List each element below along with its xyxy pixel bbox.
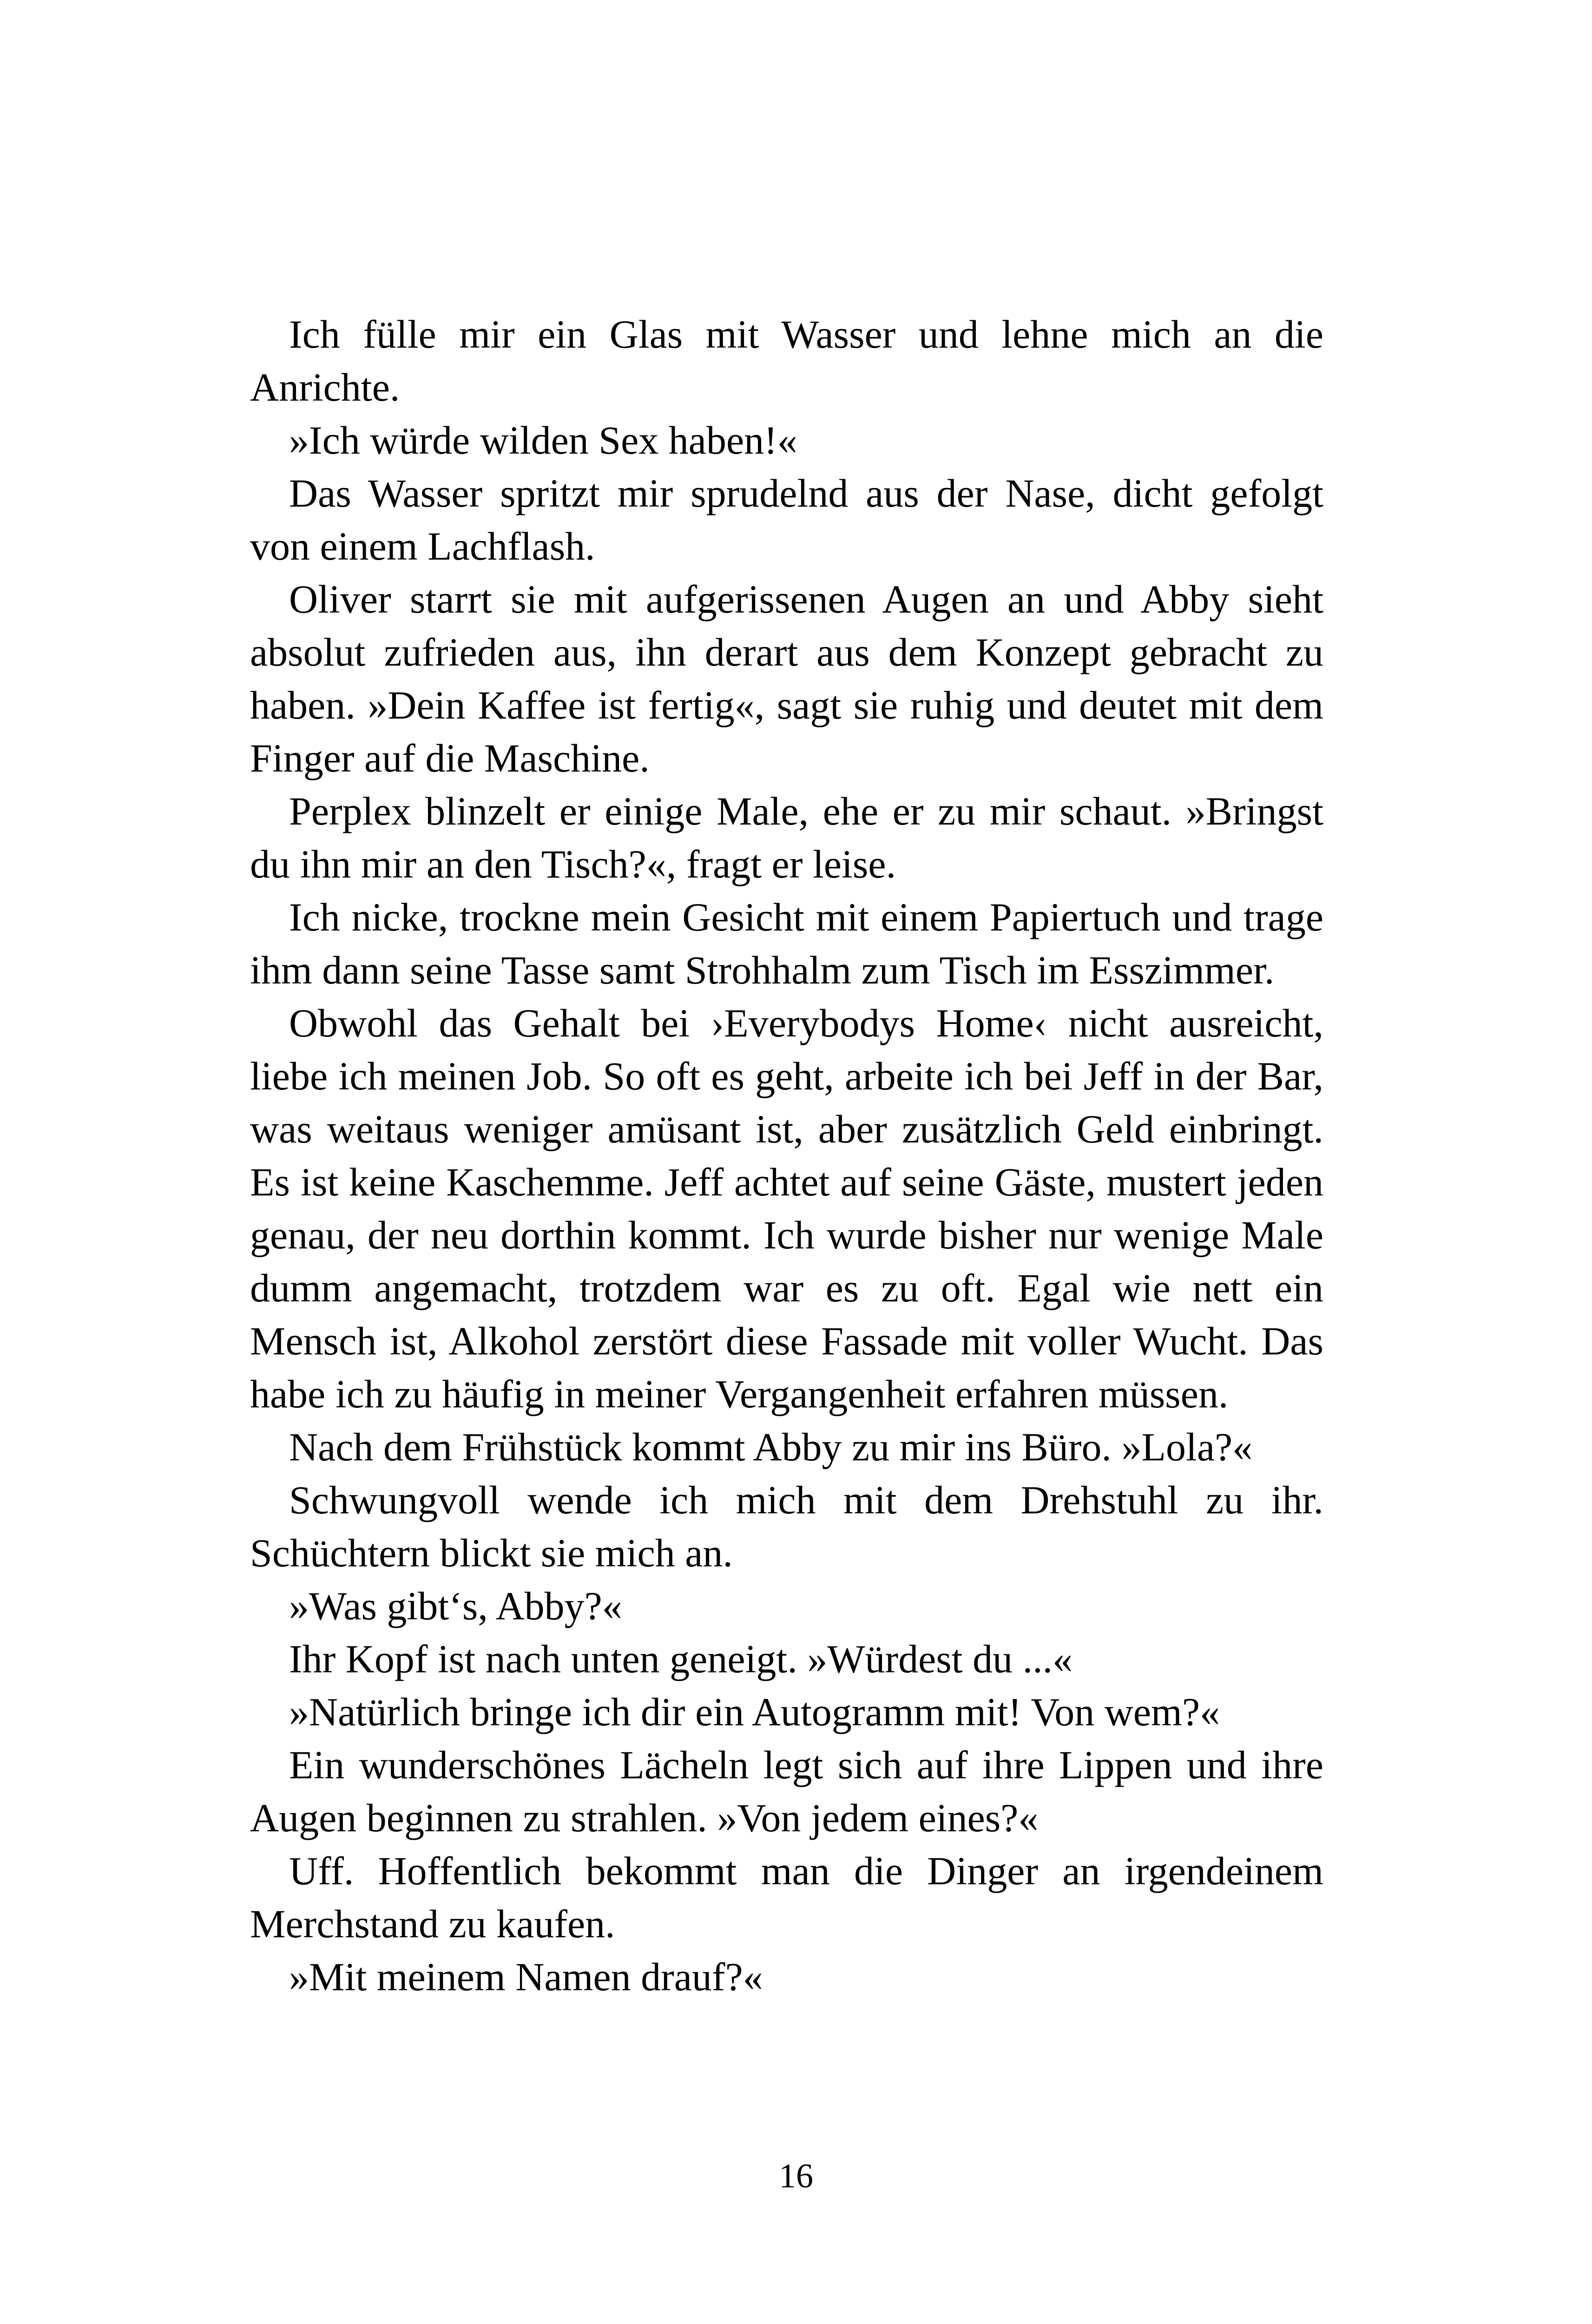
- paragraph: Ihr Kopf ist nach unten geneigt. »Würdest du ...«: [289, 1637, 1073, 1681]
- body-text: [250, 308, 1323, 2003]
- paragraph: Schwungvoll wende ich mich mit dem Drehstuhl zu ihr. Schüchtern blickt sie mich an.: [250, 1478, 1323, 1575]
- paragraph: Perplex blinzelt er einige Male, ehe er zu mir schaut. »Bringst du ihn mir an den Tisch?«, fragt er leise.: [250, 789, 1323, 886]
- paragraph: Ich fülle mir ein Glas mit Wasser und lehne mich an die Anrichte.: [250, 312, 1323, 409]
- paragraph: »Was gibt‘s, Abby?«: [289, 1584, 622, 1628]
- paragraph: »Ich würde wilden Sex haben!«: [289, 418, 797, 462]
- paragraph: Uff. Hoffentlich bekommt man die Dinger an irgendeinem Merchstand zu kaufen.: [250, 1849, 1323, 1946]
- paragraph: »Natürlich bringe ich dir ein Autogramm mit! Von wem?«: [289, 1690, 1220, 1734]
- paragraph: Ich nicke, trockne mein Gesicht mit einem Papiertuch und trage ihm dann seine Tasse samt Strohhalm zum Tisch im Esszimmer.: [250, 895, 1323, 992]
- paragraph: Das Wasser spritzt mir sprudelnd aus der Nase, dicht gefolgt von einem Lachflash.: [250, 471, 1323, 568]
- paragraph: Nach dem Frühstück kommt Abby zu mir ins Büro. »Lola?«: [289, 1425, 1253, 1469]
- page-number: 16: [779, 2157, 813, 2195]
- paragraph: Obwohl das Gehalt bei ›Everybodys Home‹ nicht ausreicht, liebe ich meinen Job. So oft es geht, arbeite ich bei Jeff in der Bar, was weitaus weniger amüsant ist, aber zusätzlich Geld einbringt. Es ist keine Kaschemme. Jeff achtet auf seine Gäste, mustert jeden genau, der neu dorthin kommt. Ich wurde bisher nur wenige Male dumm angemacht, trotzdem war es zu oft. Egal wie nett ein Mensch ist, Alkohol zerstört diese Fassade mit voller Wucht. Das habe ich zu häufig in meiner Vergangenheit erfahren müssen.: [250, 1001, 1323, 1416]
- paragraph: Ein wunderschönes Lächeln legt sich auf ihre Lippen und ihre Augen beginnen zu strahlen. »Von jedem eines?«: [250, 1743, 1323, 1840]
- paragraph: »Mit meinem Namen drauf?«: [289, 1954, 763, 1999]
- paragraph: Oliver starrt sie mit aufgerissenen Augen an und Abby sieht absolut zufrieden aus, ihn derart aus dem Konzept gebracht zu haben. »Dein Kaffee ist fertig«, sagt sie ruhig und deutet mit dem Finger auf die Maschine.: [250, 577, 1323, 780]
